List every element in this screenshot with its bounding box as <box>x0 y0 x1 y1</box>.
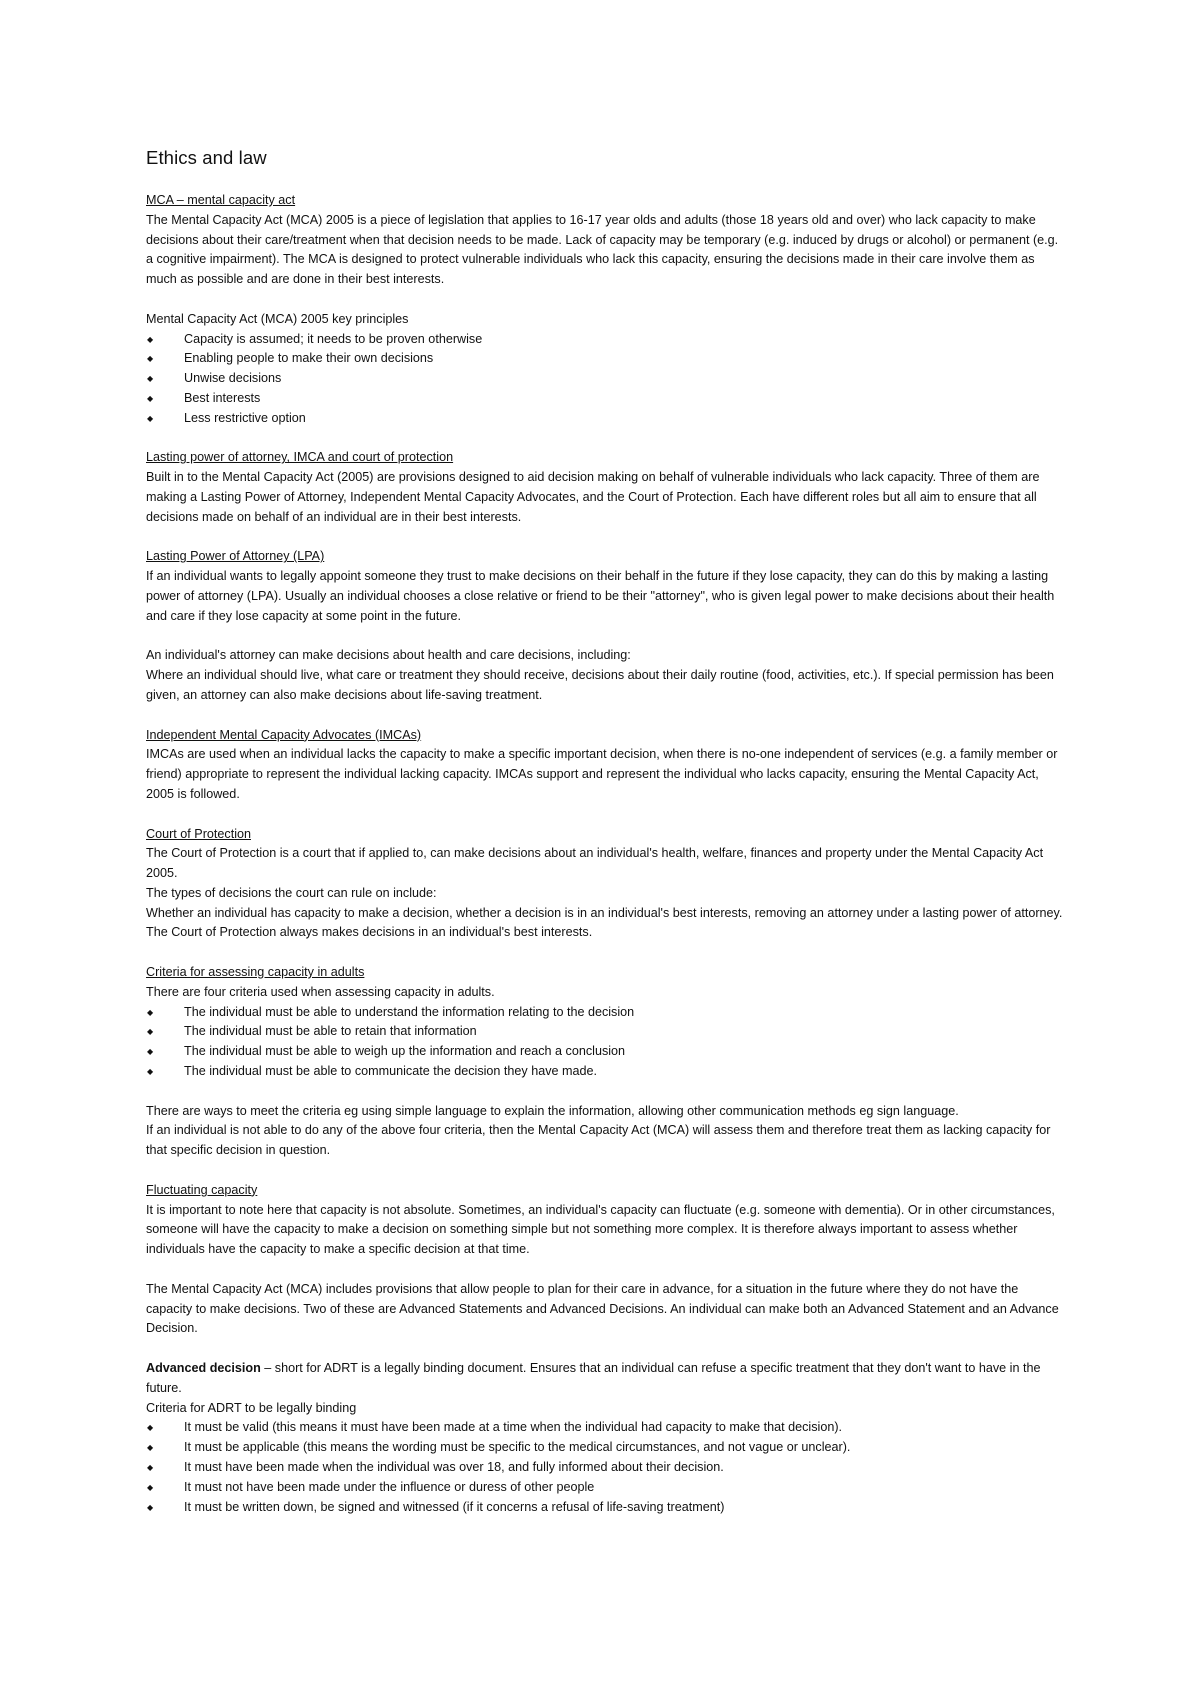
principles-heading: Mental Capacity Act (MCA) 2005 key principles <box>146 311 409 326</box>
list-item: ◆ The individual must be able to understand the information relating to the decision <box>146 1003 1066 1023</box>
list-item: ◆ Capacity is assumed; it needs to be proven otherwise <box>146 330 1066 350</box>
list-item: ◆ It must be written down, be signed and witnessed (if it concerns a refusal of life-saving treatment) <box>146 1498 1066 1518</box>
mca-heading: MCA – mental capacity act <box>146 193 296 207</box>
imca-heading: Independent Mental Capacity Advocates (IMCAs) <box>146 727 422 742</box>
list-item: ◆ It must not have been made under the influence or duress of other people <box>146 1478 1066 1498</box>
list-item: ◆ It must have been made when the individual was over 18, and fully informed about their decision. <box>146 1458 1066 1478</box>
list-item: ◆ The individual must be able to retain that information <box>146 1022 1066 1042</box>
criteria-heading: Criteria for assessing capacity in adults <box>146 965 365 980</box>
list-item: ◆ The individual must be able to communicate the decision they have made. <box>146 1062 1066 1082</box>
fluctuating-heading: Fluctuating capacity <box>146 1182 258 1197</box>
fluctuating-paragraph-2: The Mental Capacity Act (MCA) includes provisions that allow people to plan for their care in advance, for a situation in the future where they do not have the capacity to make decisions. Two of these are Advanced Statements and Advanced Decisions. An individual can make both an Advanced Statement and an Advance Decision. <box>146 1281 1059 1336</box>
lpa-intro-paragraph: Built in to the Mental Capacity Act (2005) are provisions designed to aid decision making on behalf of vulnerable individuals who lack capacity. Three of them are making a Lasting Power of Attorney, Independent Mental Capacity Advocates, and the Court of Protection. Each have different roles but all aim to ensure that all decisions made on behalf of an individual are in their best interests. <box>146 470 1040 524</box>
list-item: ◆ Enabling people to make their own decisions <box>146 349 1066 369</box>
principles-list <box>146 330 1066 429</box>
lpa-paragraph-3: Where an individual should live, what care or treatment they should receive, decisions about their daily routine (food, activities, etc.). If special permission has been given, an attorney can also make decisions about life-saving treatment. <box>146 668 1054 702</box>
list-item: ◆ Less restrictive option <box>146 409 1066 429</box>
criteria-paragraph-2: There are ways to meet the criteria eg using simple language to explain the information, allowing other communication methods eg sign language. <box>146 1103 959 1118</box>
imca-paragraph: IMCAs are used when an individual lacks the capacity to make a specific important decision, when there is no-one independent of services (e.g. a family member or friend) appropriate to represent the individual lacking capacity. IMCAs support and represent the individual who lacks capacity, ensuring the Mental Capacity Act, 2005 is followed. <box>146 747 1058 801</box>
list-item: ◆ The individual must be able to weigh up the information and reach a conclusion <box>146 1042 1066 1062</box>
advanced-decision-label: Advanced decision <box>146 1361 261 1376</box>
list-item: ◆ It must be valid (this means it must have been made at a time when the individual had capacity to make that decision). <box>146 1418 1066 1438</box>
court-heading: Court of Protection <box>146 826 251 841</box>
lpa-paragraph: If an individual wants to legally appoint someone they trust to make decisions on their behalf in the future if they lose capacity, they can do this by making a lasting power of attorney (LPA). Usually an individual chooses a close relative or friend to be their "attorney", who is given legal power to make decisions about their health and care if they lose capacity at some point in the future. <box>146 569 1055 623</box>
lpa-paragraph-2: An individual's attorney can make decisions about health and care decisions, including: <box>146 648 631 663</box>
list-item: ◆ It must be applicable (this means the wording must be specific to the medical circumstances, and not vague or unclear). <box>146 1438 1066 1458</box>
advanced-decision-text: – short for ADRT is a legally binding document. Ensures that an individual can refuse a specific treatment that they don't want to have in the future. <box>146 1361 1041 1395</box>
criteria-paragraph-3: If an individual is not able to do any of the above four criteria, then the Mental Capacity Act (MCA) will assess them and therefore treat them as lacking capacity for that specific decision in question. <box>146 1123 1051 1158</box>
court-paragraph-3: Whether an individual has capacity to make a decision, whether a decision is in an individual's best interests, removing an attorney under a lasting power of attorney. The Court of Protection always makes decisions in an individual's best interests. <box>146 905 1063 940</box>
fluctuating-paragraph: It is important to note here that capacity is not absolute. Sometimes, an individual's capacity can fluctuate (e.g. someone with dementia). Or in other circumstances, someone will have the capacity to make a decision on something simple but not something more complex. It is therefore always important to assess whether individuals have the capacity to make a specific decision at that time. <box>146 1202 1055 1257</box>
page-title: Ethics and law <box>146 147 267 168</box>
advanced-decision-paragraph <box>146 1359 1066 1399</box>
criteria-list <box>146 1003 1066 1082</box>
lpa-intro-heading: Lasting power of attorney, IMCA and court of protection <box>146 450 454 465</box>
court-paragraph: The Court of Protection is a court that if applied to, can make decisions about an individual's health, welfare, finances and property under the Mental Capacity Act 2005. <box>146 846 1044 881</box>
advanced-criteria-label: Criteria for ADRT to be legally binding <box>146 1400 357 1415</box>
advanced-criteria-list <box>146 1418 1066 1517</box>
list-item: ◆ Best interests <box>146 389 1066 409</box>
lpa-heading: Lasting Power of Attorney (LPA) <box>146 549 325 564</box>
mca-paragraph: The Mental Capacity Act (MCA) 2005 is a piece of legislation that applies to 16-17 year olds and adults (those 18 years old and over) who lack capacity to make decisions about their care/treatment when that decision needs to be made. Lack of capacity may be temporary (e.g. induced by drugs or alcohol) or permanent (e.g. a cognitive impairment). The MCA is designed to protect vulnerable individuals who lack this capacity, ensuring the decisions made in their care involve them as much as possible and are done in their best interests. <box>146 212 1059 287</box>
criteria-intro: There are four criteria used when assessing capacity in adults. <box>146 984 495 999</box>
document-page <box>146 146 1066 1517</box>
court-paragraph-2: The types of decisions the court can rule on include: <box>146 885 437 900</box>
list-item: ◆ Unwise decisions <box>146 369 1066 389</box>
